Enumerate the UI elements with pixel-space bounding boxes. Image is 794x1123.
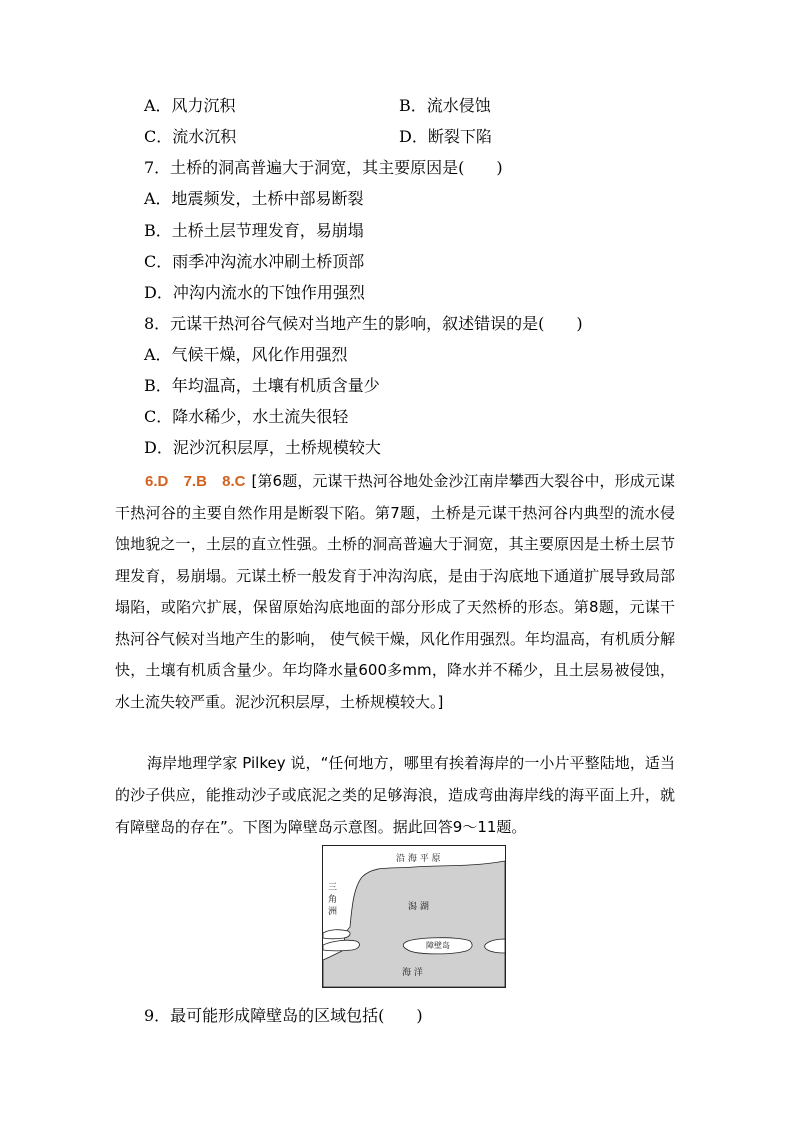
q8-option-c: C．降水稀少，水土流失很轻: [144, 407, 349, 426]
q6-option-d: D．断裂下陷: [399, 127, 492, 146]
q7-stem: 7．土桥的洞高普遍大于洞宽，其主要原因是( ): [144, 158, 503, 177]
q6-option-c: C．流水沉积: [144, 127, 237, 146]
q6-option-a: A．风力沉积: [144, 96, 236, 115]
answer-key: 6.D 7.B 8.C: [145, 473, 246, 490]
label-delta-2: 角: [328, 895, 338, 905]
q7-option-b: B．土桥土层节理发育，易崩塌: [144, 221, 364, 240]
q9-stem: 9．最可能形成障壁岛的区域包括( ): [144, 1006, 423, 1025]
label-lagoon: 潟 湖: [408, 902, 429, 912]
answer-text: [第6题，元谋干热河谷地处金沙江南岸攀西大裂谷中，形成元谋干热河谷的主要自然作用是断裂下陷。第7题，土桥是元谋干热河谷内典型的流水侵蚀地貌之一，土层的直立性强。土桥的洞高普遍大于洞宽，其主要原因是土桥土层节理发育，易崩塌。元谋土桥一般发育于冲沟沟底，是由于沟底地下通道扩展导致局部塌陷，或陷穴扩展，保留原始沟底地面的部分形成了天然桥的形态。第8题，元谋干热河谷气候对当地产生的影响， 使气候干燥，风化作用强烈。年均温高，有机质分解快，土壤有机质含量少。年均降水量600多mm，降水并不稀少，且土层易被侵蚀，水土流失较严重。泥沙沉积层厚，土桥规模较大。]: [115, 472, 675, 711]
q7-option-c: C．雨季冲沟流水冲刷土桥顶部: [144, 252, 365, 271]
q8-option-d: D．泥沙沉积层厚，土桥规模较大: [144, 438, 381, 457]
diagram-svg: [322, 845, 506, 988]
q7-option-d: D．冲沟内流水的下蚀作用强烈: [144, 283, 365, 302]
label-ocean: 海 洋: [402, 968, 423, 978]
delta-lobe-upper: [323, 930, 350, 939]
label-delta-3: 洲: [328, 907, 338, 917]
label-coastal-plain: 沿 海 平 原: [396, 854, 441, 864]
answer-explanation: [115, 466, 675, 718]
q6-option-b: B．流水侵蚀: [399, 96, 491, 115]
label-barrier-island: 障壁岛: [426, 941, 450, 950]
q8-option-a: A．气候干燥，风化作用强烈: [144, 345, 348, 364]
q8-option-b: B．年均温高，土壤有机质含量少: [144, 376, 380, 395]
q8-stem: 8．元谋干热河谷气候对当地产生的影响，叙述错误的是( ): [144, 314, 583, 333]
barrier-island-diagram: [322, 845, 506, 988]
label-delta-1: 三: [328, 883, 338, 893]
q7-option-a: A．地震频发，土桥中部易断裂: [144, 189, 364, 208]
intro-paragraph: 海岸地理学家 Pilkey 说，“任何地方，哪里有挨着海岸的一小片平整陆地，适当的沙子供应，能推动沙子或底泥之类的足够海浪，造成弯曲海岸线的海平面上升，就有障壁岛的存在”。下图为障壁岛示意图。据此回答9～11题。: [115, 754, 675, 836]
